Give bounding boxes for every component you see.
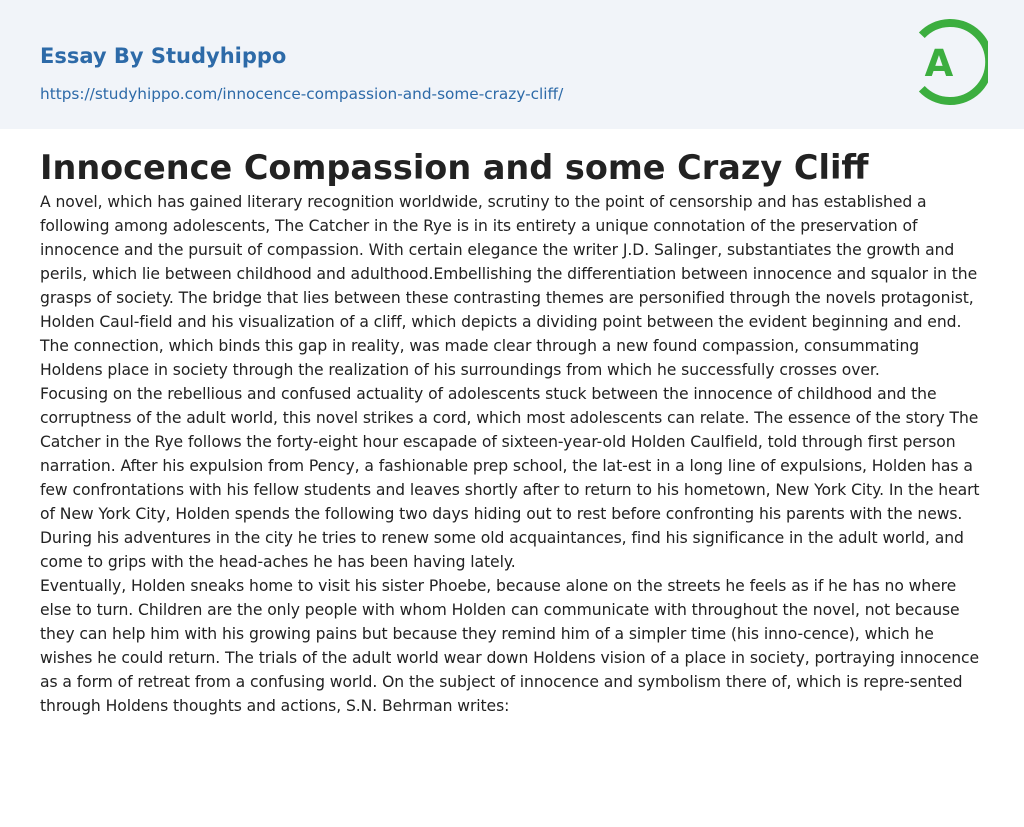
logo-letter: A bbox=[924, 42, 954, 85]
essay-content bbox=[40, 146, 984, 718]
site-header bbox=[0, 0, 1024, 129]
essay-paragraph-1: A novel, which has gained literary recognition worldwide, scrutiny to the point of censorship and has established a following among adolescents, The Catcher in the Rye is in its entirety a unique connotation of the preservation of innocence and the pursuit of compassion. With certain elegance the writer J.D. Salinger, substantiates the growth and perils, which lie between childhood and adulthood.Embellishing the differentiation between innocence and squalor in the grasps of society. The bridge that lies between these contrasting themes are personified through the novels protagonist, Holden Caul-field and his visualization of a cliff, which depicts a dividing point between the evident beginning and end. The connection, which binds this gap in reality, was made clear through a new found compassion, consummating Holdens place in society through the realization of his surroundings from which he successfully crosses over. bbox=[40, 193, 978, 379]
source-url-link[interactable]: https://studyhippo.com/innocence-compassion-and-some-crazy-cliff/ bbox=[40, 85, 564, 103]
studyhippo-logo-icon[interactable] bbox=[910, 18, 988, 106]
essay-paragraph-3: Eventually, Holden sneaks home to visit his sister Phoebe, because alone on the streets he feels as if he has no where else to turn. Children are the only people with whom Holden can communicate with throughout the novel, not because they can help him with his growing pains but because they remind him of a simpler time (his inno-cence), which he wishes he could return. The trials of the adult world wear down Holdens vision of a place in society, portraying innocence as a form of retreat from a confusing world. On the subject of innocence and symbolism there of, which is repre-sented through Holdens thoughts and actions, S.N. Behrman writes: bbox=[40, 577, 980, 715]
essay-title: Innocence Compassion and some Crazy Cliff bbox=[40, 148, 869, 187]
brand-title[interactable]: Essay By Studyhippo bbox=[40, 44, 287, 68]
essay-paragraph-2: Focusing on the rebellious and confused actuality of adolescents stuck between the innocence of childhood and the corruptness of the adult world, this novel strikes a cord, which most adolescents can relate. The essence of the story The Catcher in the Rye follows the forty-eight hour escapade of sixteen-year-old Holden Caulfield, told through first person narration. After his expulsion from Pency, a fashionable prep school, the lat-est in a long line of expulsions, Holden has a few confrontations with his fellow students and leaves shortly after to return to his hometown, New York City. In the heart of New York City, Holden spends the following two days hiding out to rest before confronting his parents with the news. During his adventures in the city he tries to renew some old acquaintances, find his significance in the adult world, and come to grips with the head-aches he has been having lately. bbox=[40, 385, 980, 571]
